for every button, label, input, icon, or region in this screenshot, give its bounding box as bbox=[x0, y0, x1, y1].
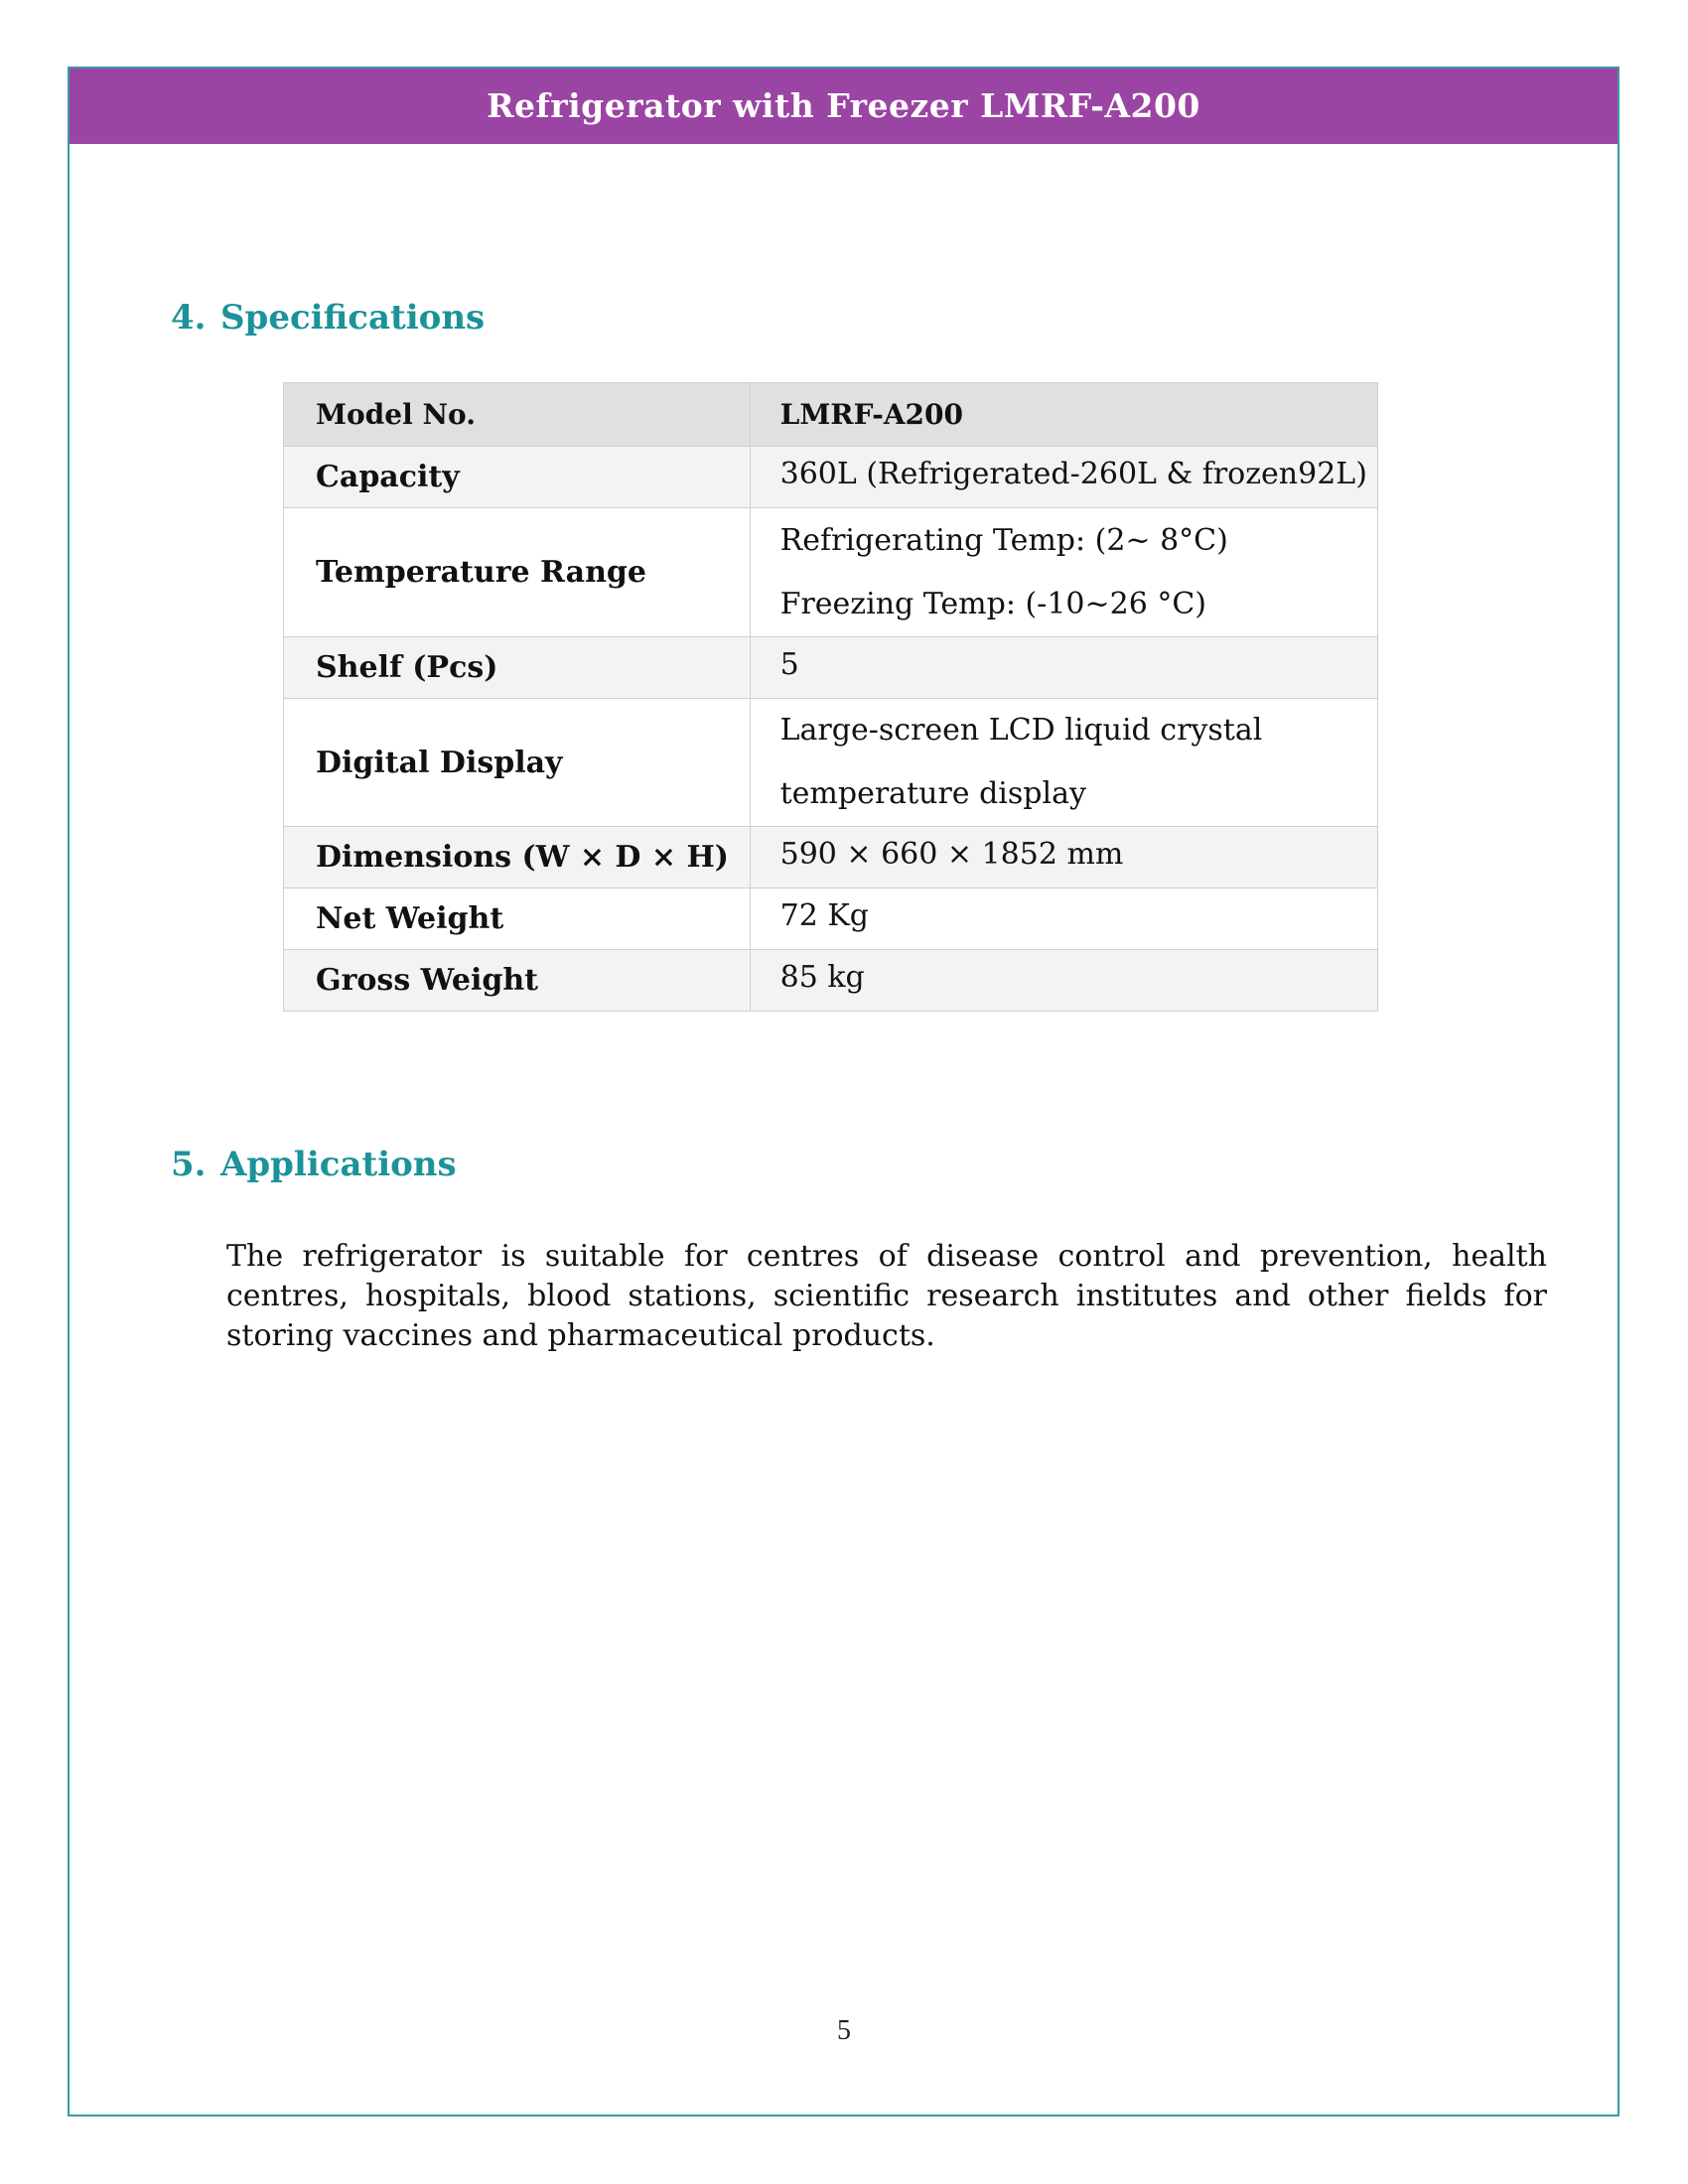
row-label: Temperature Range bbox=[284, 508, 751, 637]
document-title: Refrigerator with Freezer LMRF-A200 bbox=[70, 68, 1618, 144]
row-label: Dimensions (W × D × H) bbox=[284, 827, 751, 888]
table-row-gross-weight bbox=[284, 950, 1378, 1012]
specifications-number: 4. bbox=[171, 298, 207, 338]
specifications-table bbox=[283, 382, 1378, 1012]
row-value-line: temperature display bbox=[779, 776, 1086, 811]
table-row-temperature-range bbox=[284, 508, 1378, 637]
table-header-row bbox=[284, 383, 1378, 447]
row-value-line: Refrigerating Temp: (2~ 8°C) bbox=[779, 522, 1228, 558]
row-value-line: Freezing Temp: (-10~26 °C) bbox=[779, 586, 1206, 621]
row-value: 590 × 660 × 1852 mm bbox=[750, 827, 1377, 888]
row-value bbox=[750, 508, 1377, 637]
row-value: 5 bbox=[750, 637, 1377, 699]
row-label: Shelf (Pcs) bbox=[284, 637, 751, 699]
row-value: 360L (Refrigerated-260L & frozen92L) bbox=[750, 447, 1377, 508]
row-label: Gross Weight bbox=[284, 950, 751, 1012]
row-value bbox=[750, 699, 1377, 827]
table-row-capacity bbox=[284, 447, 1378, 508]
row-value: 72 Kg bbox=[750, 888, 1377, 950]
page-number: 5 bbox=[837, 2015, 851, 2046]
table-row-dimensions bbox=[284, 827, 1378, 888]
applications-paragraph: The refrigerator is suitable for centres of disease control and prevention, health centres, hospitals, blood stations, scientific research institutes and other fields for storing vaccines and pharmaceutical products. bbox=[226, 1239, 1547, 1353]
applications-heading bbox=[171, 1145, 457, 1184]
table-row-net-weight bbox=[284, 888, 1378, 950]
header-label-cell: Model No. bbox=[284, 383, 751, 447]
row-value-line: Large-screen LCD liquid crystal bbox=[779, 713, 1263, 748]
row-value: 85 kg bbox=[750, 950, 1377, 1012]
row-label: Net Weight bbox=[284, 888, 751, 950]
applications-number: 5. bbox=[171, 1145, 207, 1184]
specifications-heading bbox=[171, 298, 485, 338]
applications-title: Applications bbox=[220, 1145, 457, 1184]
page-frame bbox=[68, 67, 1619, 2116]
specifications-title: Specifications bbox=[220, 298, 486, 338]
row-label: Capacity bbox=[284, 447, 751, 508]
table-row-digital-display bbox=[284, 699, 1378, 827]
header-value-cell: LMRF-A200 bbox=[750, 383, 1377, 447]
table-row-shelf bbox=[284, 637, 1378, 699]
row-label: Digital Display bbox=[284, 699, 751, 827]
